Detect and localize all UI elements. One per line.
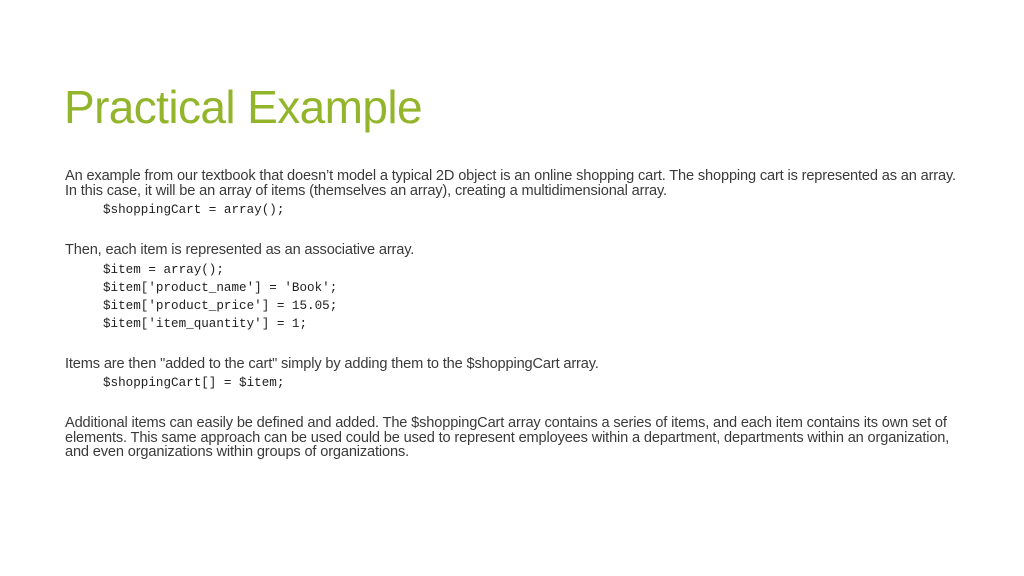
paragraph-associative: Then, each item is represented as an associative array. [65, 242, 415, 258]
slide-body [65, 169, 965, 460]
code-line: $item['product_price'] = 15.05; [103, 298, 338, 313]
code-line: $item['item_quantity'] = 1; [103, 316, 308, 331]
paragraph-add-to-cart: Items are then "added to the cart" simply by adding them to the $shoppingCart array. [65, 355, 599, 372]
code-line: $item['product_name'] = 'Book'; [103, 280, 338, 295]
spacer [65, 392, 965, 416]
slide-title: Practical Example [64, 81, 422, 133]
paragraph-intro: An example from our textbook that doesn’t model a typical 2D object is an online shopping cart. The shopping cart is represented as an array. In this case, it will be an array of items (themselves an array), creating a multidimensional array. [65, 168, 956, 199]
code-line: $shoppingCart[] = $item; [103, 376, 285, 390]
paragraph-additional-items: Additional items can easily be defined and added. The $shoppingCart array contains a series of items, and each item contains its own set of elements. This same approach can be used could be used to represent employees within a department, departments within an organization, and even organizations within groups of organizations. [65, 415, 950, 460]
code-line: $item = array(); [103, 262, 224, 277]
spacer [65, 219, 965, 243]
code-line: $shoppingCart = array(); [103, 203, 285, 217]
spacer [65, 333, 965, 357]
